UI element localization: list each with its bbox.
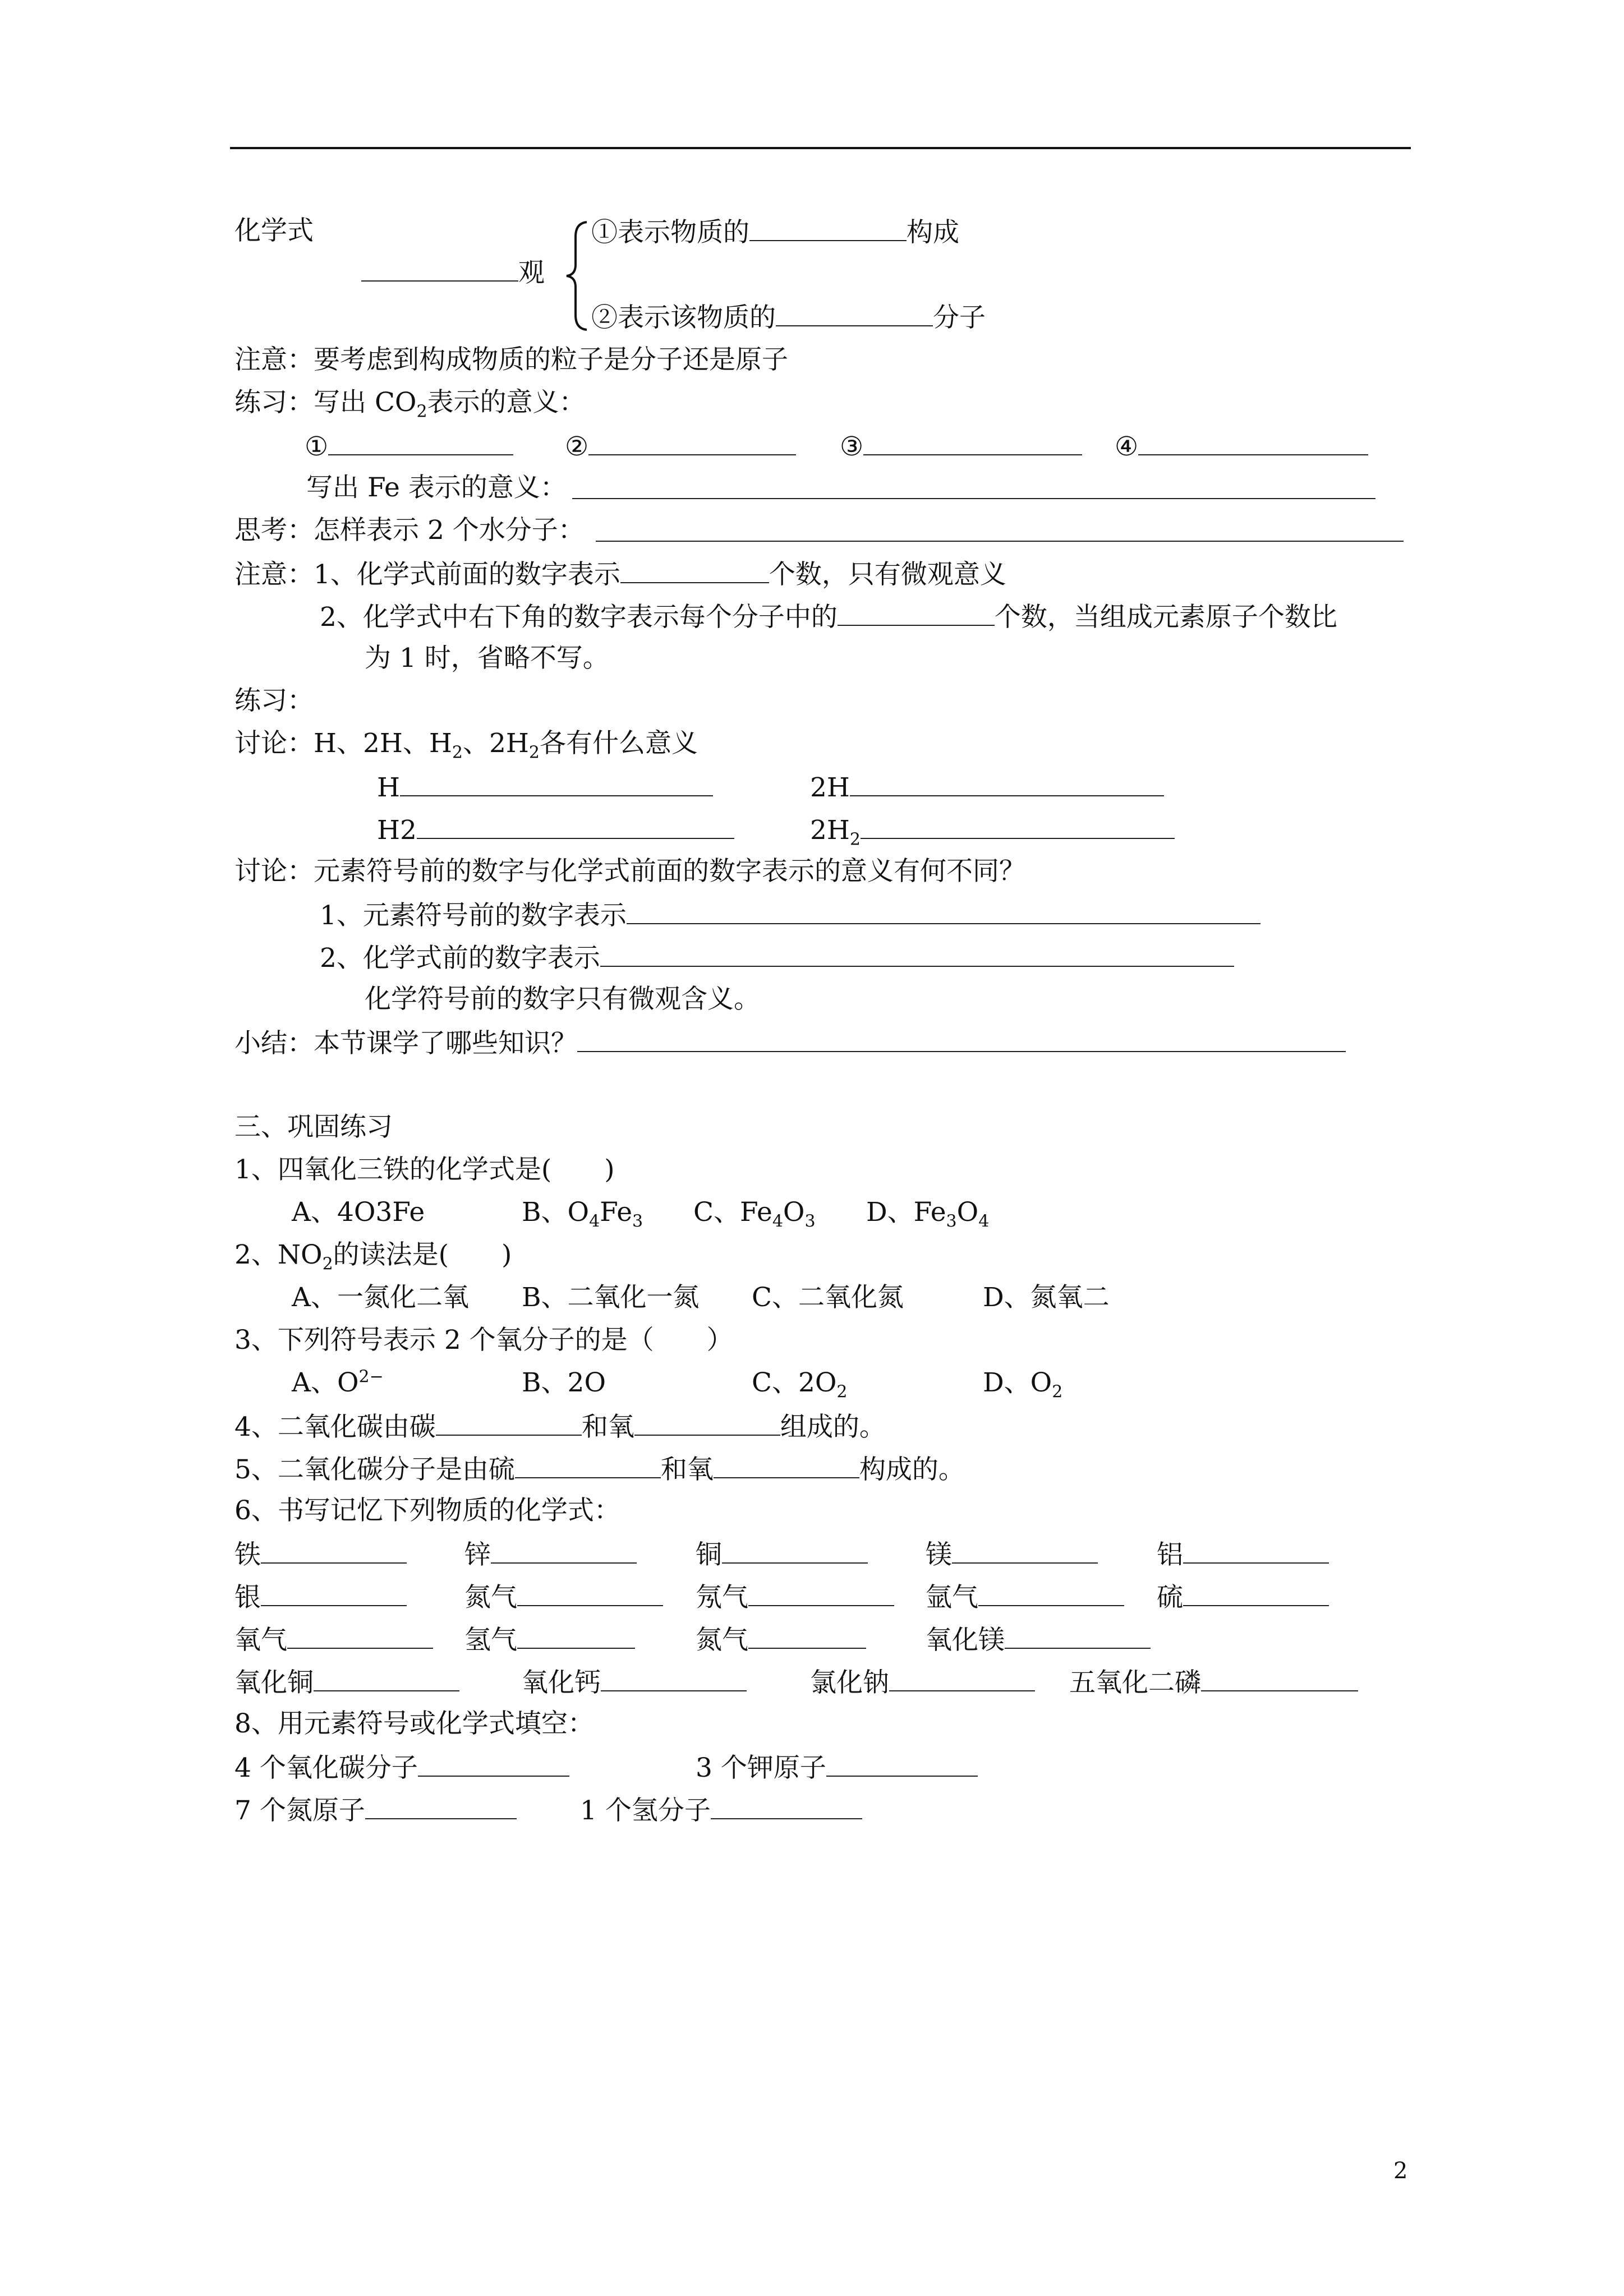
discuss-h: H <box>377 773 713 801</box>
q1-option-d[interactable]: D、$Fe_3O_4$ <box>866 1197 990 1232</box>
fill-nitrogen-2: 氮气 <box>696 1625 866 1653</box>
fill-hydrogen: 氢气 <box>464 1625 635 1653</box>
discuss-2h: 2H <box>810 773 1164 801</box>
q2-option-a[interactable]: A、一氮化二氧 <box>292 1282 469 1313</box>
fill-iron: 铁 <box>234 1540 407 1568</box>
co2-blank-3: ③ <box>840 432 1082 460</box>
question-8: 8、用元素符号或化学式填空： <box>234 1708 594 1739</box>
question-3: 3、下列符号表示 2 个氧分子的是（ ） <box>234 1325 733 1356</box>
co2-blank-4: ④ <box>1115 432 1368 460</box>
discuss-2-1: 1、元素符号前的数字表示 <box>320 901 1260 929</box>
q2-option-c[interactable]: C、二氧化氮 <box>752 1282 904 1313</box>
discuss-2-3: 化学符号前的数字只有微观含义。 <box>365 984 760 1015</box>
fill-magnesium-oxide: 氧化镁 <box>926 1625 1151 1653</box>
header-rule <box>230 147 1411 149</box>
meaning2-blank[interactable] <box>776 303 933 326</box>
note-2-3: 为 1 时，省略不写。 <box>365 643 609 674</box>
note-1: 注意：要考虑到构成物质的粒子是分子还是原子 <box>234 344 788 375</box>
fill-phosphorus-pentoxide: 五氧化二磷 <box>1069 1668 1358 1696</box>
fill-oxygen: 氧气 <box>234 1625 433 1653</box>
meaning2: ②表示该物质的 分子 <box>591 302 986 333</box>
meaning1-blank[interactable] <box>749 218 907 241</box>
fill-magnesium: 镁 <box>926 1540 1098 1568</box>
note-2-2: 2、化学式中右下角的数字表示每个分子中的 个数，当组成元素原子个数比 <box>320 602 1337 633</box>
fill-nitrogen-gas: 氮气 <box>464 1583 663 1611</box>
q8-fill-a: 4 个氧化碳分子 <box>234 1753 569 1781</box>
q3-option-c[interactable]: C、$2O_2$ <box>752 1367 848 1402</box>
fill-sulfur: 硫 <box>1157 1583 1329 1611</box>
question-6: 6、书写记忆下列物质的化学式： <box>234 1495 620 1526</box>
formula-heading: 化学式 <box>234 215 314 246</box>
co2-blank-1: ① <box>305 432 513 460</box>
question-5: 5、二氧化碳分子是由硫 和氧 构成的。 <box>234 1454 965 1485</box>
q3-option-b[interactable]: B、2O <box>522 1367 606 1398</box>
co2-blank-2: ② <box>565 432 796 460</box>
fill-zinc: 锌 <box>464 1540 637 1568</box>
fe-blank[interactable] <box>572 498 1375 499</box>
brace-icon <box>564 220 591 332</box>
q1-option-a[interactable]: A、4O3Fe <box>292 1197 425 1228</box>
guan-blank[interactable] <box>361 258 518 282</box>
fill-copper-oxide: 氧化铜 <box>234 1668 459 1696</box>
q8-fill-c: 7 个氮原子 <box>234 1796 517 1824</box>
fe-prompt: 写出 Fe 表示的意义： <box>306 472 567 503</box>
fill-neon: 氖气 <box>696 1583 894 1611</box>
fill-argon: 氩气 <box>926 1583 1124 1611</box>
question-2: 2、$NO_2$的读法是( ) <box>234 1239 512 1274</box>
discuss-2: 讨论：元素符号前的数字与化学式前面的数字表示的意义有何不同？ <box>234 856 1025 887</box>
practice-co2: 练习：写出 $CO_2$表示的意义： <box>234 387 586 422</box>
discuss-h2: H2 <box>377 815 734 843</box>
q8-fill-b: 3 个钾原子 <box>696 1753 978 1781</box>
fill-copper: 铜 <box>696 1540 868 1568</box>
guan-line: 观 <box>361 258 545 286</box>
question-4: 4、二氧化碳由碳 和氧 组成的。 <box>234 1412 886 1442</box>
note-2-1: 注意：1、化学式前面的数字表示 个数，只有微观意义 <box>234 559 1006 590</box>
fill-aluminum: 铝 <box>1157 1540 1329 1568</box>
discuss-2h2: $2H_2$ <box>810 815 1175 843</box>
q8-fill-d: 1 个氢分子 <box>580 1796 862 1824</box>
q2-option-d[interactable]: D、氮氧二 <box>983 1282 1110 1313</box>
page-number: 2 <box>1393 2158 1408 2184</box>
exercises-heading: 三、巩固练习 <box>234 1112 393 1142</box>
fill-silver: 银 <box>234 1583 407 1611</box>
think-blank[interactable] <box>596 541 1404 542</box>
question-1: 1、四氧化三铁的化学式是( ) <box>234 1154 615 1185</box>
q3-option-a[interactable]: A、$O^{2-}$ <box>292 1367 384 1398</box>
fill-sodium-chloride: 氯化钠 <box>810 1668 1035 1696</box>
think-question: 思考：怎样表示 2 个水分子： <box>234 515 585 546</box>
summary: 小结：本节课学了哪些知识？ <box>234 1029 1346 1057</box>
q1-option-c[interactable]: C、$Fe_4O_3$ <box>693 1197 816 1232</box>
meaning1: ①表示物质的 构成 <box>591 217 959 248</box>
fill-calcium-oxide: 氧化钙 <box>522 1668 747 1696</box>
q2-option-b[interactable]: B、二氧化一氮 <box>522 1282 700 1313</box>
q3-option-d[interactable]: D、$O_2$ <box>983 1367 1063 1402</box>
discuss-1: 讨论：H、2H、$H_2$、$2H_2$各有什么意义 <box>234 728 698 763</box>
practice-label: 练习： <box>234 685 314 716</box>
discuss-2-2: 2、化学式前的数字表示 <box>320 943 1234 971</box>
q1-option-b[interactable]: B、$O_4Fe_3$ <box>522 1197 643 1232</box>
